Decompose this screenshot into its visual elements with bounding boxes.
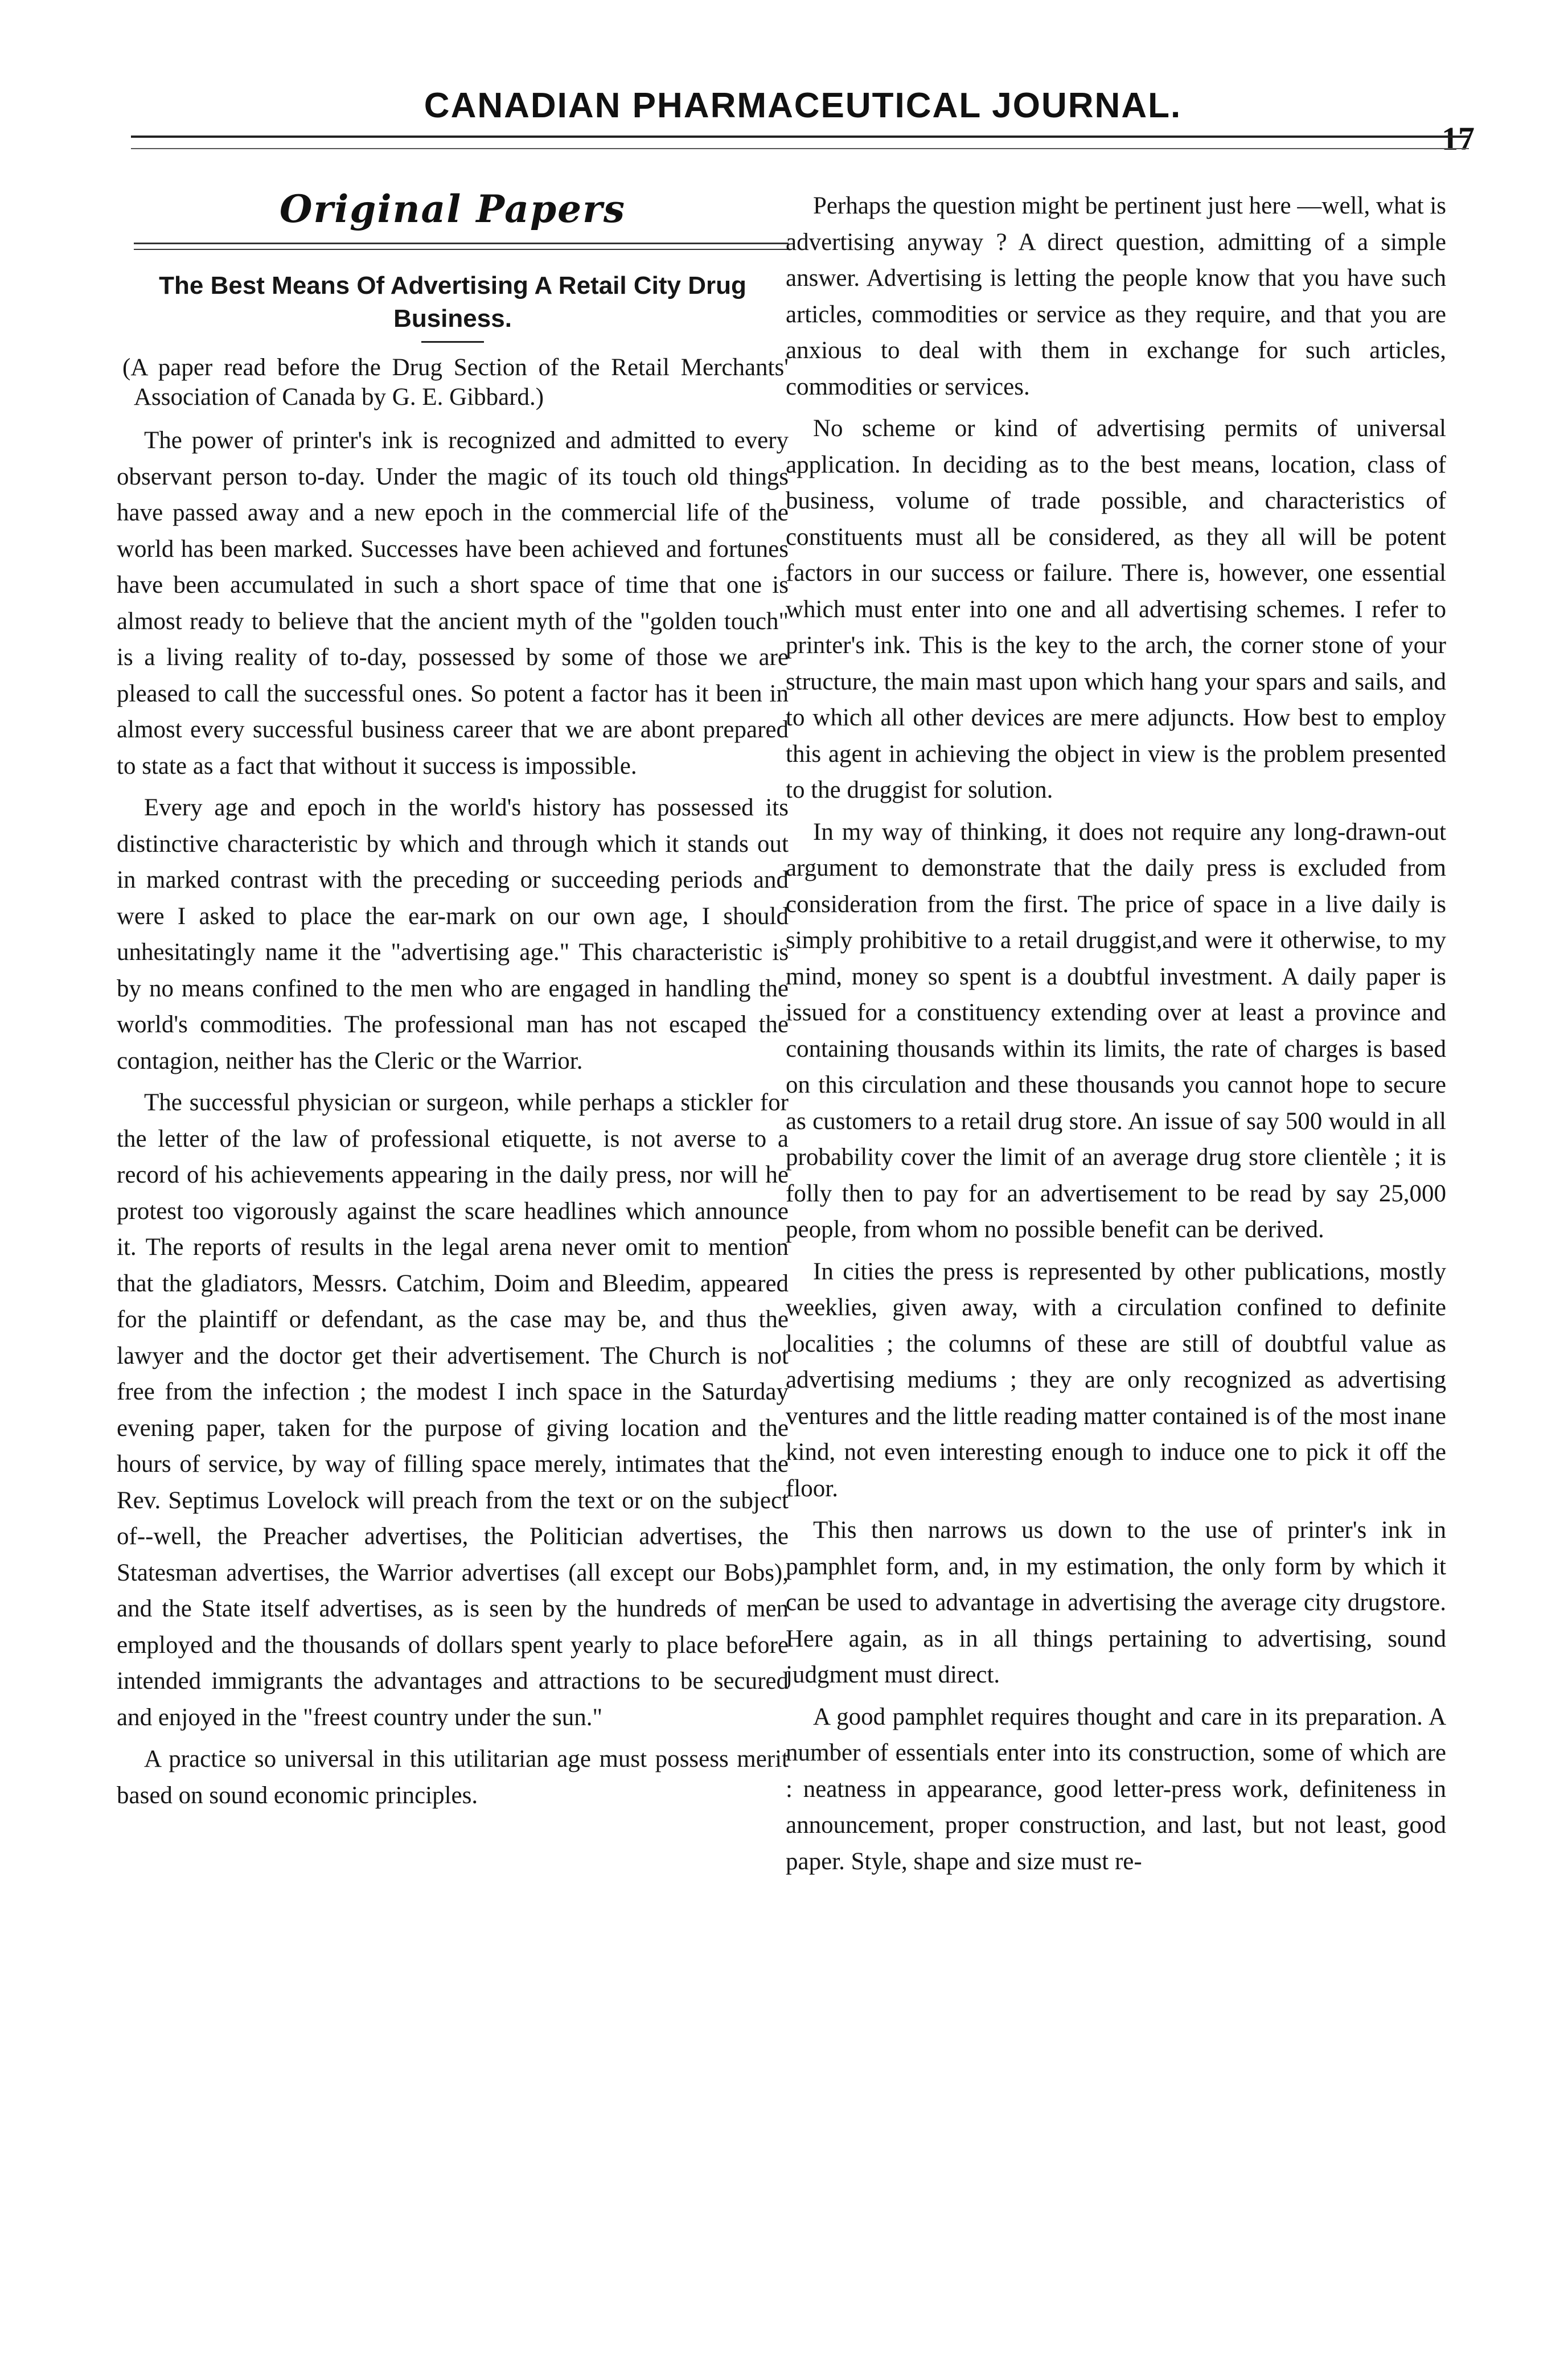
page-number: 17	[1442, 120, 1475, 157]
page-header	[131, 85, 1475, 157]
header-rule-thin	[131, 148, 1469, 149]
paragraph: This then narrows us down to the use of printer's ink in pamphlet form, and, in my estimation, the only form by which it can be used to advantage in advertising the average city drugstore. Here again, as in all things pertaining to advertising, sound judgment must direct.	[786, 1517, 1446, 1688]
left-column	[117, 171, 789, 1819]
journal-title: CANADIAN PHARMACEUTICAL JOURNAL.	[424, 86, 1182, 125]
paragraph: A practice so universal in this utilitarian age must possess merit based on sound economic principles.	[117, 1746, 789, 1809]
section-heading: Original Papers	[279, 187, 626, 231]
article-title: The Best Means Of Advertising A Retail City Drug Business.	[159, 272, 746, 333]
paragraph: The successful physician or surgeon, while perhaps a stickler for the letter of the law of professional etiquette, is not averse to a record of his achievements appearing in the daily press, nor will he protest too vigorously against the scare headlines which announce it. The reports of results in the legal arena never omit to mention that the gladiators, Messrs. Catchim, Doim and Bleedim, appeared for the plaintiff or defendant, as the case may be, and thus the lawyer and the doctor get their advertisement. The Church is not free from the infection ; the modest I inch space in the Saturday evening paper, taken for the purpose of giving location and the hours of service, by way of filling space merely, intimates that the Rev. Septimus Lovelock will preach from the text or on the subject of--well, the Preacher advertises, the Politician advertises, the Statesman advertises, the Warrior advertises (all except our Bobs), and the State itself advertises, as is seen by the hundreds of men employed and the thousands of dollars spent yearly to place before intended immigrants the advantages and attractions to be secured and enjoyed in the "freest country under the sun."	[117, 1089, 789, 1731]
section-divider	[134, 243, 789, 250]
paragraph: Perhaps the question might be pertinent just here —well, what is advertising anyway ? A direct question, admitting of a simple answer. Advertising is letting the people know that you have such articles, commodities or service as they require, and that you are anxious to deal with them in exchange for such articles, commodities or services.	[786, 192, 1446, 400]
paragraph: The power of printer's ink is recognized and admitted to every observant person to-day. Under the magic of its touch old things have passed away and a new epoch in the commercial life of the world has been marked. Successes have been achieved and fortunes have been accumulated in such a short space of time that one is almost ready to believe that the ancient myth of the "golden touch" is a living reality of to-day, possessed by some of those we are pleased to call the successful ones. So potent a factor has it been in almost every successful business career that we are abont prepared to state as a fact that without it success is impossible.	[117, 427, 789, 779]
paragraph: A good pamphlet requires thought and care in its preparation. A number of essentials enter into its construction, some of which are : neatness in appearance, good letter-press work, definiteness in announcement, proper construction, and last, but not least, good paper. Style, shape and size must re-	[786, 1703, 1446, 1875]
paragraph: No scheme or kind of advertising permits of universal application. In deciding as to the best means, location, class of business, volume of trade possible, and characteristics of constituents must all be considered, as they all will be potent factors in our success or failure. There is, however, one essential which must enter into one and all advertising schemes. I refer to printer's ink. This is the key to the arch, the corner stone of your structure, the main mast upon which hang your spars and sails, and to which all other devices are mere adjuncts. How best to employ this agent in achieving the object in view is the problem presented to the druggist for solution.	[786, 415, 1446, 803]
paragraph: Every age and epoch in the world's history has possessed its distinctive characteristic by which and through which it stands out in marked contrast with the preceding or succeeding periods and were I asked to place the ear-mark on our own age, I should unhesitatingly name it the "advertising age." This characteristic is by no means confined to the men who are engaged in handling the world's commodities. The professional man has not escaped the contagion, neither has the Cleric or the Warrior.	[117, 794, 789, 1074]
header-rule	[131, 136, 1469, 138]
paragraph: In cities the press is represented by other publications, mostly weeklies, given away, with a circulation confined to definite localities ; the columns of these are still of doubtful value as advertising mediums ; they are only recognized as advertising ventures and the little reading matter contained is of the most inane kind, not even interesting enough to induce one to pick it off the floor.	[786, 1258, 1446, 1502]
right-column	[786, 188, 1446, 1885]
title-divider	[421, 341, 484, 343]
article-byline: (A paper read before the Drug Section of the Retail Merchants' Association of Canada by G. E. Gibbard.)	[122, 354, 789, 411]
paragraph: In my way of thinking, it does not require any long-drawn-out argument to demonstrate that the daily press is excluded from consideration from the first. The price of space in a live daily is simply prohibitive to a retail druggist,and were it otherwise, to my mind, money so spent is a doubtful investment. A daily paper is issued for a constituency extending over at least a province and containing thousands within its limits, the rate of charges is based on this circulation and these thousands you cannot hope to secure as customers to a retail drug store. An issue of say 500 would in all probability cover the limit of an average drug store clientèle ; it is folly then to pay for an advertisement to be read by say 25,000 people, from whom no possible benefit can be derived.	[786, 818, 1446, 1243]
